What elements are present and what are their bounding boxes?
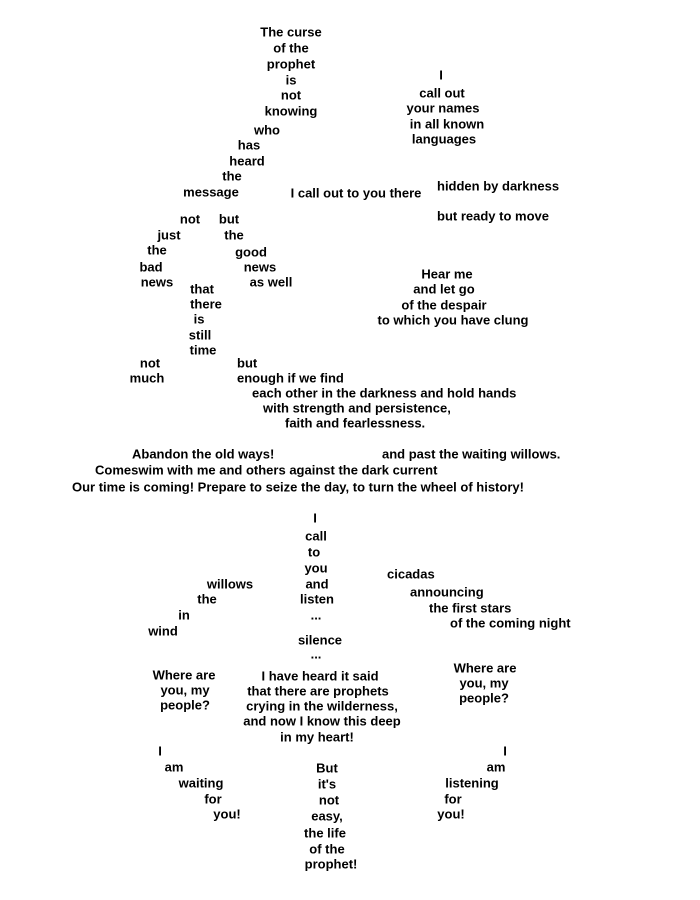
poem-line: the	[222, 168, 242, 184]
poem-line: of the despair	[401, 297, 487, 313]
poem-line: not	[280, 87, 302, 103]
poem-line: Where are	[152, 667, 216, 683]
poem-line: it's	[317, 776, 337, 792]
poem-line: of the coming night	[450, 615, 571, 631]
poem-line: news	[243, 259, 277, 275]
poem-line: ...	[310, 607, 322, 623]
poem-line: the	[224, 227, 244, 243]
poem-line: you!	[437, 806, 465, 822]
poem-line: and now I know this deep	[243, 713, 401, 729]
poem-line: Our time is coming! Prepare to seize the day, to turn the wheel of history!	[72, 479, 524, 495]
poem-line: and let go	[413, 281, 475, 297]
poem-line: willows	[206, 576, 254, 592]
poem-line: hidden by darkness	[437, 178, 560, 194]
poem-line: ...	[310, 646, 322, 662]
poem-line: call out	[419, 85, 465, 101]
poem-line: listening	[445, 775, 499, 791]
poem-line: with strength and persistence,	[263, 400, 451, 416]
poem-line: in my heart!	[280, 729, 354, 745]
poem-line: cicadas	[387, 566, 435, 582]
poem-line: news	[140, 274, 174, 290]
poem-line: knowing	[264, 103, 318, 119]
poem-line: listen	[300, 591, 334, 607]
poem-line: announcing	[410, 584, 484, 600]
poem-line: much	[129, 370, 165, 386]
poem-line: people?	[160, 697, 210, 713]
poem-line: who	[254, 122, 280, 138]
poem-line: and past the waiting willows.	[382, 446, 561, 462]
poem-line: Hear me	[421, 266, 473, 282]
poem-line: that	[190, 281, 214, 297]
poem-line: still	[188, 327, 212, 343]
poem-line: good	[235, 244, 267, 260]
poem-line: the first stars	[429, 600, 512, 616]
poem-line: prophet	[266, 56, 316, 72]
poem-line: each other in the darkness and hold hands	[252, 385, 517, 401]
poem-line: not	[179, 211, 201, 227]
poem-line: Comeswim with me and others against the dark current	[95, 462, 438, 478]
poem-line: to	[307, 544, 321, 560]
poem-line: for	[444, 791, 462, 807]
poem-line: languages	[411, 131, 477, 147]
poem-line: the life	[304, 825, 346, 841]
poem-line: not	[318, 792, 340, 808]
poem-line: message	[183, 184, 239, 200]
poem-line: prophet!	[304, 856, 358, 872]
poem-line: I have heard it said	[261, 668, 379, 684]
poem-line: But	[316, 760, 338, 776]
poem-line: is	[285, 72, 297, 88]
poem-line: as well	[249, 274, 293, 290]
poem-line: your names	[406, 100, 480, 116]
poem-line: to which you have clung	[377, 312, 529, 328]
poem-line: call	[305, 528, 327, 544]
poem-line: easy,	[311, 808, 343, 824]
poem-line: am	[486, 759, 506, 775]
poem-line: the	[197, 591, 217, 607]
poem-line: of the	[273, 40, 309, 56]
poem-line: you, my	[160, 682, 210, 698]
poem-line: just	[157, 227, 181, 243]
poem-line: there	[190, 296, 222, 312]
poem-line: faith and fearlessness.	[285, 415, 426, 431]
poem-line: bad	[139, 259, 163, 275]
poem-line: Abandon the old ways!	[132, 446, 275, 462]
poem-line: and	[305, 576, 329, 592]
poem-line: I	[439, 67, 443, 83]
poem-line: you	[304, 560, 328, 576]
poem-line: of the	[309, 841, 345, 857]
poem-line: not	[139, 355, 161, 371]
poem-line: I call out to you there	[290, 185, 422, 201]
poem-line: you!	[213, 806, 241, 822]
poem-line: has	[237, 137, 261, 153]
poem-line: enough if we find	[237, 370, 344, 386]
poem-line: Where are	[453, 660, 517, 676]
poem-line: waiting	[178, 775, 224, 791]
poem-line: wind	[148, 623, 178, 639]
poem-line: that there are prophets	[247, 683, 389, 699]
poem-line: am	[164, 759, 184, 775]
poem-line: the	[147, 242, 167, 258]
poem-line: I	[503, 743, 507, 759]
poem-line: heard	[229, 153, 265, 169]
poem-line: in	[178, 607, 190, 623]
poem-line: I	[313, 510, 317, 526]
poem-line: but ready to move	[437, 208, 549, 224]
poem-line: you, my	[459, 675, 509, 691]
poem-line: is	[193, 311, 205, 327]
poem-line: I	[158, 743, 162, 759]
poem-line: for	[204, 791, 222, 807]
poem-line: people?	[459, 690, 509, 706]
poem-line: in all known	[409, 116, 485, 132]
poem-line: time	[189, 342, 217, 358]
poem-line: The curse	[260, 24, 322, 40]
poem-line: but	[237, 355, 258, 371]
poem-line: silence	[297, 632, 343, 648]
poem-line: but	[218, 211, 240, 227]
poem-line: crying in the wilderness,	[246, 698, 398, 714]
